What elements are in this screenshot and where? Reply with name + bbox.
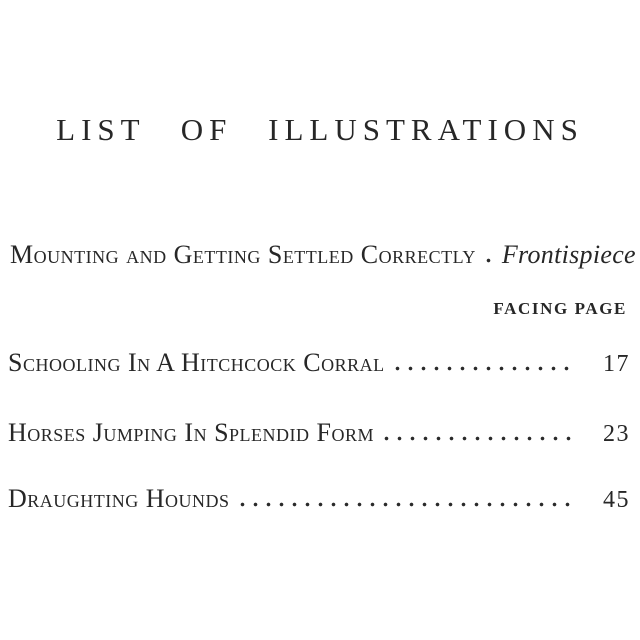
entry-page-number: 23 bbox=[603, 421, 630, 447]
frontispiece-page-label: Frontispiece bbox=[501, 240, 636, 269]
dot-leader bbox=[377, 428, 575, 441]
illustration-entry-row bbox=[8, 484, 630, 514]
entry-title: Draughting Hounds bbox=[8, 484, 230, 513]
frontispiece-entry-row bbox=[10, 240, 636, 270]
page-title: LIST OF ILLUSTRATIONS bbox=[56, 112, 584, 147]
entry-title: Schooling In A Hitchcock Corral bbox=[8, 348, 385, 377]
illustration-entry-row bbox=[8, 418, 630, 448]
illustration-entry-row bbox=[8, 348, 630, 378]
entry-page-number: 45 bbox=[603, 487, 630, 513]
dot-leader bbox=[233, 494, 575, 507]
entry-title: Mounting and Getting Settled Correctly bbox=[10, 240, 476, 269]
dot-leader bbox=[388, 358, 575, 371]
dot-leader bbox=[479, 250, 499, 263]
facing-page-column-header: FACING PAGE bbox=[493, 299, 627, 318]
entry-page-number: 17 bbox=[603, 351, 630, 377]
entry-title: Horses Jumping In Splendid Form bbox=[8, 418, 375, 447]
